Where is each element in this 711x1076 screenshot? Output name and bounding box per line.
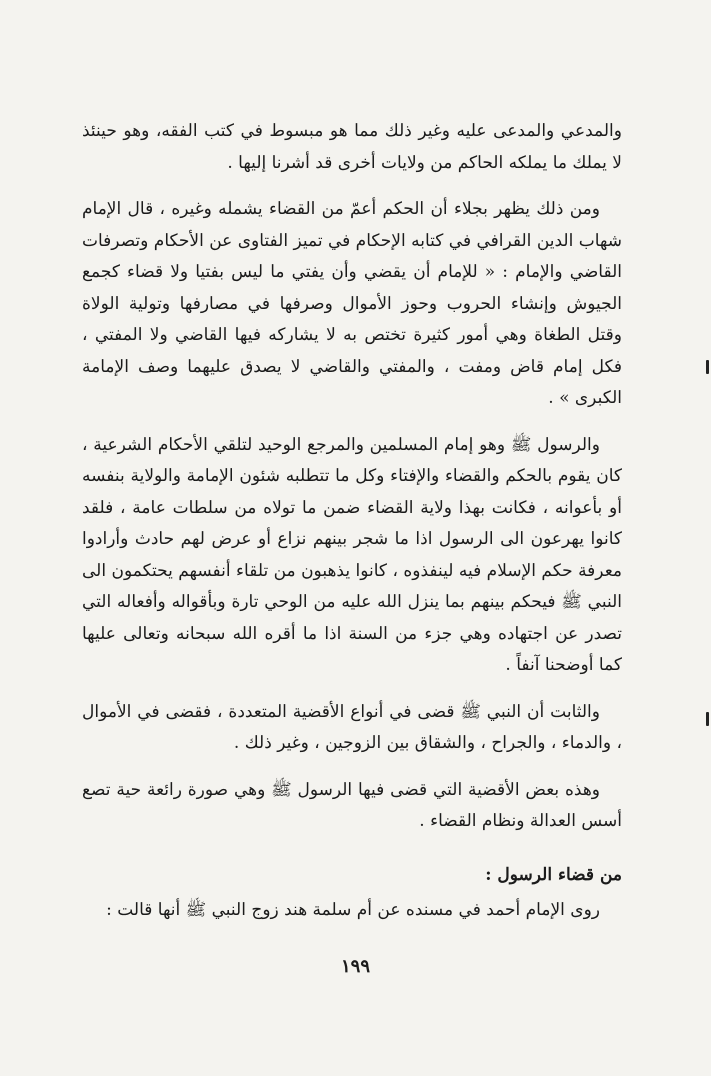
page-number: ١٩٩ xyxy=(340,956,370,977)
paragraph-5: وهذه بعض الأقضية التي قضى فيها الرسول ﷺ وهي صورة رائعة حية تصع أسس العدالة ونظام القضاء . xyxy=(82,779,622,831)
scan-edge-mark xyxy=(706,360,709,374)
paragraph-3: والرسول ﷺ وهو إمام المسلمين والمرجع الوحيد لتلقي الأحكام الشرعية ، كان يقوم بالحكم والقضاء والإفتاء وكل ما تتطلبه شئون الإمامة والولاية بنفسه أو بأعوانه ، فكانت بهذا ولاية القضاء ضمن ما تولاه من سلطات عامة ، فلقد كانوا يهرعون الى الرسول اذا ما شجر بينهم نزاع أو عرض لهم حادث وأرادوا معرفة حكم الإسلام فيه لينفذوه ، كانوا يذهبون من تلقاء أنفسهم يحتكمون الى النبي ﷺ فيحكم بينهم بما ينزل الله عليه من الوحي تارة وبأقواله وأفعاله التي تصدر عن اجتهاده وهي جزء من السنة اذا ما أقره الله سبحانه وتعالى عليها كما أوضحنا آنفاً . xyxy=(82,434,622,675)
section-heading: من قضاء الرسول : xyxy=(485,864,622,885)
paragraph-6: روى الإمام أحمد في مسنده عن أم سلمة هند زوج النبي ﷺ أنها قالت : xyxy=(106,900,600,920)
paragraph-4: والثابت أن النبي ﷺ قضى في أنواع الأقضية المتعددة ، فقضى في الأموال ، والدماء ، والجراح ، والشقاق بين الزوجين ، وغير ذلك . xyxy=(82,701,622,753)
scan-edge-mark xyxy=(706,712,709,726)
paragraph-2: ومن ذلك يظهر بجلاء أن الحكم أعمّ من القضاء يشمله وغيره ، قال الإمام شهاب الدين القرافي في كتابه الإحكام في تميز الفتاوى عن الأحكام وتصرفات القاضي والإمام : « للإمام أن يقضي وأن يفتي ما ليس بفتيا ولا قضاء كجمع الجيوش وإنشاء الحروب وحوز الأموال وصرفها في مصارفها وتولية الولاة وقتل الطغاة وهي أمور كثيرة تختص به لا يشاركه فيها القاضي ولا المفتي ، فكل إمام قاض ومفت ، والمفتي والقاضي لا يصدق عليهما وصف الإمامة الكبرى » . xyxy=(82,199,622,408)
paragraph-1: والمدعي والمدعى عليه وغير ذلك مما هو مبسوط في كتب الفقه، وهو حينئذ لا يملك ما يملكه الحاكم من ولايات أخرى قد أشرنا إليها . xyxy=(82,121,622,173)
page-body xyxy=(82,116,622,942)
